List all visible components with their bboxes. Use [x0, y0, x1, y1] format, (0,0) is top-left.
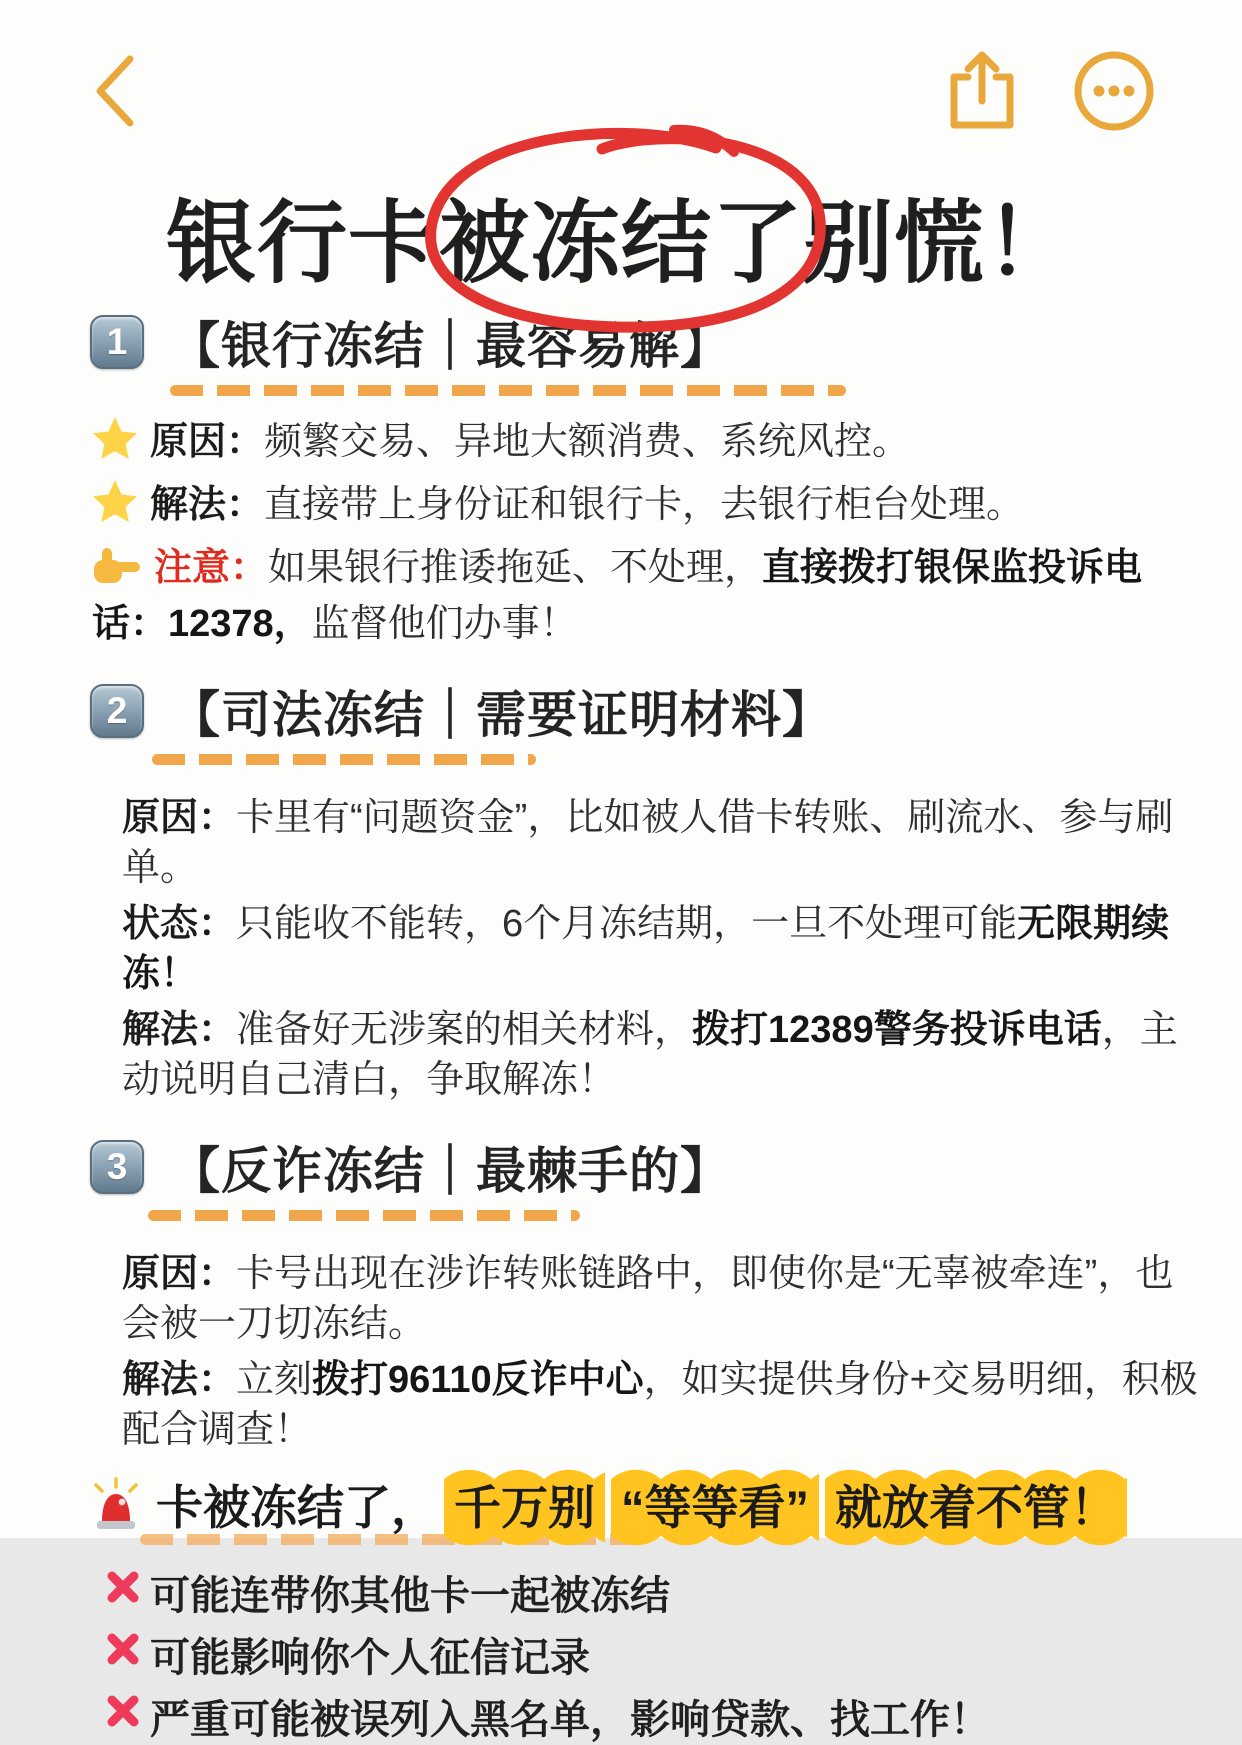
notice-label: 注意：: [154, 547, 269, 589]
section-3-header: [0, 1131, 1242, 1203]
pointing-right-hand-icon: [92, 542, 142, 599]
section-bank-freeze: [0, 306, 1242, 649]
warning-list: [0, 1567, 1242, 1741]
cross-mark-icon: [104, 1630, 142, 1678]
reason-row: [92, 416, 1172, 473]
section-3-body: [0, 1249, 1242, 1455]
keycap-1-badge: 1: [90, 315, 144, 369]
row-text-tail: ，主动说明自己清白，争取解冻！: [122, 1009, 1178, 1101]
status-row: [122, 899, 1198, 999]
section-1-body: [0, 416, 1242, 649]
page-title: 银行卡被冻结了别慌！: [166, 194, 1076, 294]
section-3-title: 【反诈冻结｜最棘手的】: [170, 1143, 731, 1199]
row-text-bold: 拨打12389警务投诉电话: [692, 1009, 1102, 1051]
section-2-title: 【司法冻结｜需要证明材料】: [170, 687, 833, 743]
dashed-underline: [148, 1210, 580, 1221]
dashed-underline: [152, 754, 536, 765]
warning-item: [104, 1629, 1202, 1679]
row-label: 解法：: [122, 1009, 237, 1051]
row-text: 频繁交易、异地大额消费、系统风控。: [264, 421, 911, 463]
alert-highlight-2: “等等看”: [611, 1469, 819, 1546]
row-label: 解法：: [150, 484, 265, 526]
siren-icon: [90, 1477, 142, 1538]
section-1-header: [0, 306, 1242, 378]
notice-text-bold: 直接拨打银保监投诉电话：12378，: [92, 547, 1143, 645]
row-label: 解法：: [122, 1359, 237, 1401]
back-button[interactable]: [92, 53, 136, 132]
row-text: 准备好无涉案的相关材料，: [236, 1009, 693, 1051]
keycap-2-badge: 2: [90, 684, 144, 738]
solution-row: [92, 479, 1172, 536]
more-options-button[interactable]: [1072, 49, 1156, 136]
row-label: 原因：: [122, 1253, 237, 1295]
row-text: 直接带上身份证和银行卡，去银行柜台处理。: [264, 484, 1025, 526]
warning-text: 严重可能被误列入黑名单，影响贷款、找工作！: [150, 1697, 990, 1742]
top-bar: [0, 0, 1242, 134]
row-label: 原因：: [122, 797, 237, 839]
star-icon: [92, 479, 138, 536]
notice-row: [92, 542, 1172, 649]
row-text: 只能收不能转，6个月冻结期，一旦不处理可能: [236, 903, 1018, 945]
solution-row: [122, 1355, 1198, 1455]
share-icon: [944, 49, 1020, 136]
warning-item: [104, 1567, 1202, 1617]
star-icon: [92, 416, 138, 473]
keycap-3-badge: 3: [90, 1140, 144, 1194]
row-label: 状态：: [122, 903, 237, 945]
section-antifraud-freeze: [0, 1131, 1242, 1455]
row-text-tail: ，如实提供身份+交易明细，积极配合调查！: [122, 1359, 1198, 1451]
reason-row: [122, 1249, 1198, 1349]
ellipsis-circle-icon: [1072, 49, 1156, 136]
title-block: [0, 184, 1242, 306]
warning-text: 可能连带你其他卡一起被冻结: [150, 1573, 670, 1618]
chevron-left-icon: [92, 53, 136, 132]
section-2-body: [0, 793, 1242, 1105]
reason-row: [122, 793, 1198, 893]
section-2-header: [0, 675, 1242, 747]
section-1-title: 【银行冻结｜最容易解】: [170, 318, 731, 374]
row-text: 卡里有“问题资金”，比如被人借卡转账、刷流水、参与刷单。: [122, 797, 1174, 889]
alert-highlight-1: 千万别: [444, 1469, 605, 1546]
cross-mark-icon: [104, 1692, 142, 1740]
dashed-underline: [170, 385, 846, 396]
solution-row: [122, 1005, 1198, 1105]
row-text-bold: 拨打96110反诈中心: [312, 1359, 644, 1401]
notice-text-tail: 监督他们办事！: [311, 603, 578, 645]
share-button[interactable]: [944, 49, 1020, 136]
alert-highlight-3: 就放着不管！: [825, 1469, 1127, 1546]
warning-text: 可能影响你个人征信记录: [150, 1635, 590, 1680]
row-text: 卡号出现在涉诈转账链路中，即使你是“无辜被牵连”，也会被一刀切冻结。: [122, 1253, 1174, 1345]
warning-item: [104, 1691, 1202, 1741]
alert-prefix: 卡被冻结了，: [156, 1481, 438, 1534]
row-label: 原因：: [150, 421, 265, 463]
row-text: 立刻: [236, 1359, 313, 1401]
notice-text: 如果银行推诿拖延、不处理，: [268, 547, 763, 589]
row-text-bold: 无限期续冻！: [122, 903, 1170, 995]
cross-mark-icon: [104, 1568, 142, 1616]
section-judicial-freeze: [0, 675, 1242, 1105]
